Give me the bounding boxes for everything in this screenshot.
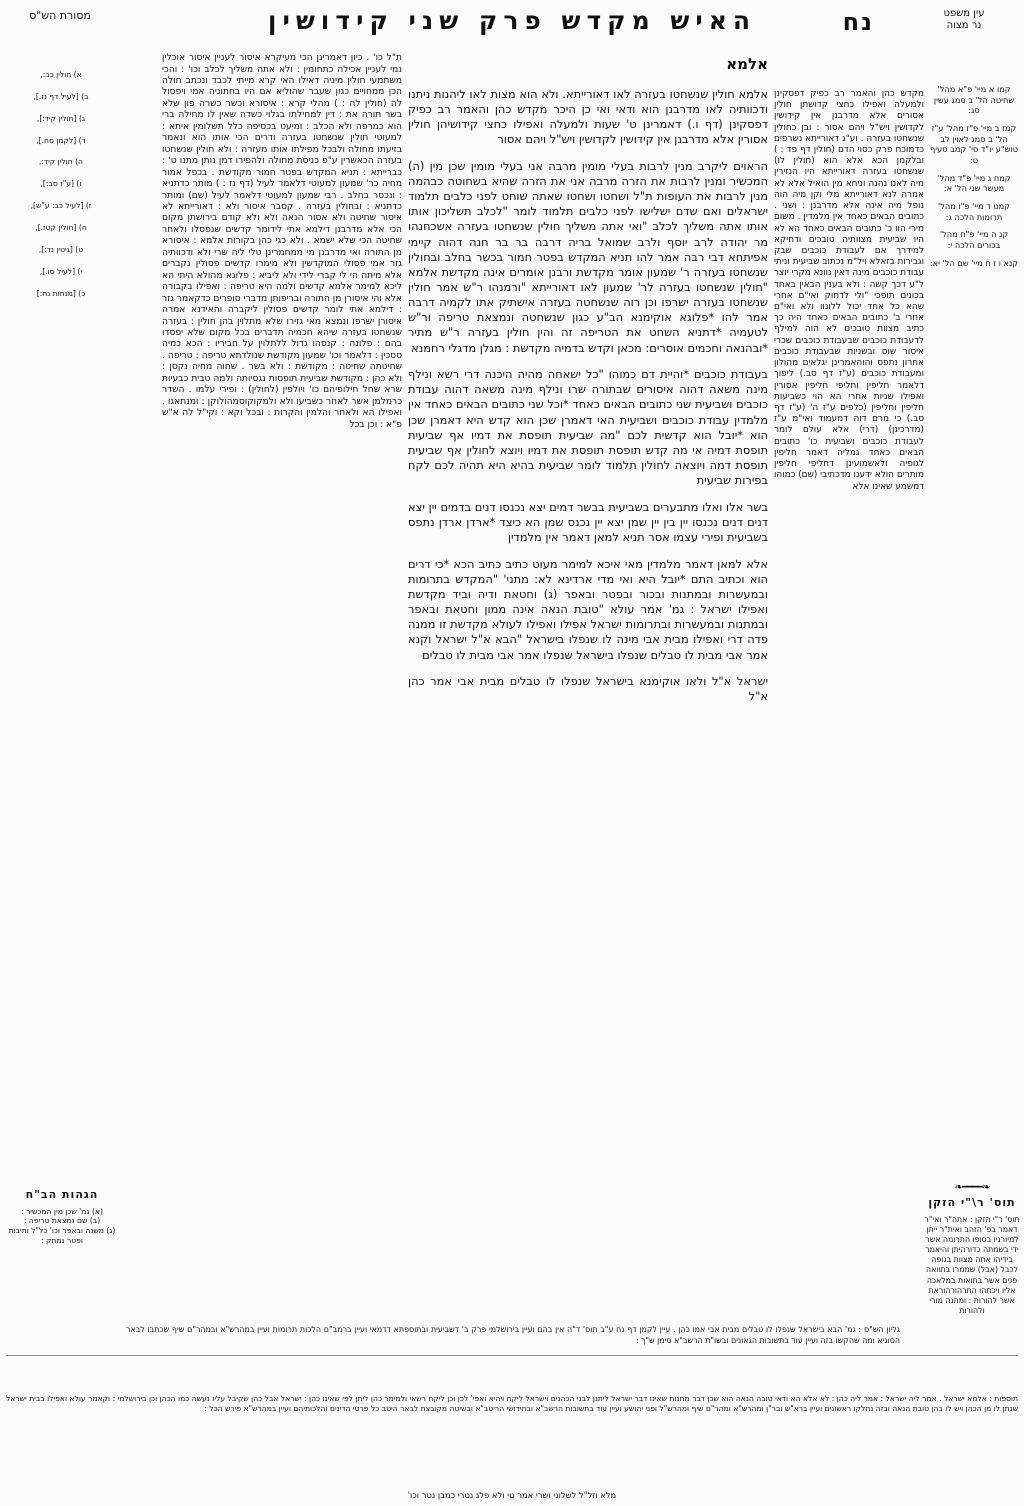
page-title: האיש מקדש פרק שני קידושין xyxy=(267,6,757,35)
gemara-paragraph: אלא למאן דאמר מלמדין מאי איכא למימר מעוט כתיב כתיב הכא *כי דרים הוא וכתיב התם *יובל היא ואי מדי ארדינא לא: מתני' "המקדש בתרומות ובמעשרות ובמתנות ובכור ובפטר ובאפר (ג) וחטאת ודיה וביד מקדשת ואפילו ישראל : גמ' אמר עולא "טובת הנאה אינה ממון וחטאת ובאפר ובמתנות ובמעשרות ובתרומות ישראל אפילו ואפילו לעולא מקדשת זו ממנה פדה דרי ואפילו מבית אבי מינה לו שנפלו בישראל "הבא א"ל ישראל וקנא אמר אבי מבית לו טבלים שנפלו בישראל שנפלו אמר אבי מבית לו טבלים xyxy=(408,556,768,662)
masoret-title: מסורת הש"ס xyxy=(29,9,91,22)
masoret-ref: ה) חולין קיד:, xyxy=(38,157,84,167)
rashi-column xyxy=(162,44,402,440)
page-footer-line: מלא וזל"ל לשלוני ושרי אמר טי ולא פלג נטרי כמבן נטר וכו' xyxy=(407,1490,617,1500)
gemara-opening-word: אלמא xyxy=(726,55,768,74)
ein-mishpat-item: קמח ג מיי' פ"ד מהל' מעשר שני הל' א: xyxy=(937,172,1011,194)
gemara-opening xyxy=(408,55,768,75)
gemara-paragraph: בשר אלו ואלו מתבערים בשביעית בבשר דמים יצא נכנסו דנים בדמים יין יצא דנים דנים נכנסו יין בין יין שמן יצא יין נכנס שמן הא כיצד *ארדן ארדן נתפס בשביעית ופירי עצמו אסר תניא למאן דאמר אין מלמדין xyxy=(408,499,768,545)
hagahot-habach-block xyxy=(6,1188,118,1246)
hagahot-habach-title: הגהות הב"ח xyxy=(25,1188,99,1202)
ein-mishpat-item: קמו א מיי' פ"א מהל' שחיטה הל' ב סמג עשין סג: xyxy=(933,84,1015,116)
hagahot-item: (א) גמ' שכן מין המכשיר : xyxy=(21,1206,103,1216)
hagahot-item: (ג) משנה ובאפר וכו' כל"ל ותיבות ופטר נמחק : xyxy=(8,1226,116,1246)
daf-number: נח xyxy=(842,8,874,36)
ein-mishpat-title-line2: נר מצוה xyxy=(946,19,982,31)
hagahot-item: (ב) שם נמצאת טריפה : xyxy=(23,1216,101,1226)
gemara-paragraph: הראוים ליקרב מנין לרבות בעלי מומין מרבה אני בעלי מומין שכן מין (ה) המכשיר ומנין לרבות את הזרה מרבה אני את הזרה שהיא בשחוטה כבהמה מנין לרבות את העופות ת"ל ושחטו ושחטו שאתה שוחט לפני כלבים תלמוד ישראלים ואם שדם ישלישו לפני כלבים תלמוד לומר "לכלב תשליכון אותו אותו אתה משליך לכלב "ואי אתה משליך חולין שנשחטו בעזרה אשכחנהו מר יהודה לרב יוסף ולרב שמואל בריה דרבה בר בר חנה דהוה קיימי אפיתחא דבי רבה אמר להו תניא המקדש בפטר חמור בכשר בחלב ובחולין שנשחטו בעזרה ר' שמעון אומר מקדשת ורבנן אומרים אינה מקדשת אלמא "חולין שנשחטו בעזרה לר' שמעון לאו דאורייתא "ורמנהו ר"ש אמר חולין שנשחטו בעזרה ישרפו וכן רוה שנשחטה בעזרה אישתיק אתו לקמיה דרבה אמר להו *פלוגא אוקימנא הב"ע כגון שנשחטה ונמצאת טריפה ור"ש לטעמיה *דתניא השחט את הטריפה זה והין חולין בעזרה ר"ש מתיר *ובהנאה וחכמים אוסרים: מכאן וקדש בדמיה מקדשת : מגלן מדגלי רחמנא xyxy=(408,158,768,355)
tosafot-ri-hazaken-text: תוס' ר"י הזקן : אתה"ר ואי"ר דאמר בפ' הזהב ואית"ר ייתן למיורניו בסופו התרומה אשר ידי בשמתה כדורהיתן והיאמר בידיהו אתה מצוות בגופה לכבל (אבל) שממרו בתוואה פנים אשר בתואות במלאכה אליו ויכתהו התרהורהוראת אשר להורות : ומתנה מורי ולהורות xyxy=(924,1214,1020,1315)
ornament-divider: ❧━━━━❧ xyxy=(954,1182,990,1194)
masoret-ref: ב) [לעיל דף נז.], xyxy=(33,91,89,101)
masoret-ref: ז) [לעיל כב: ע"ש], xyxy=(30,201,92,211)
gilyon-hashas-band: גליון הש"ס : גמ' הבא בישראל שנפלו לו טבלים מבית אבי אמו כהן . עיין לקמן דף נח ע"ב תוס' ד"ה אין בהם ועיין בירושלמי פרק ב' דשביעית ובתוספתא דדמאי ועיין ברמב"ם הלכות תרומות ועיין במהרש"א ובמהר"ם שיף שכתבו לבאר הסוגיא ומה שהקשו בזה ועיין עוד בתשובות הגאונים ובשו"ת הרשב"א סימן ש"ך : xyxy=(126,1325,900,1345)
chapter-title-wrap xyxy=(120,6,904,35)
masoret-ref: ד) [לקמן סח.], xyxy=(36,135,86,145)
masoret-hashas-column xyxy=(6,70,116,310)
ein-mishpat-header xyxy=(904,6,1024,31)
bottom-commentary-band: תוספות : אלמא ישראל . אמר ליה ישראל : אמר ליה כהן : לא אלא הא ודאי טובה הנאה הוא שכן דבר מתנות שאינו דבר ישראל ליתנן לבני הכהנים וישראל ליקח ויהיא ואפי' לכן וכן ליקח רשאי ולמימר כהן ליתן לפי שאינו כהן : ישראל אבל כהן שקיבל עליו נעשה כמו הכהן וכן בירושלמי : וקאמר עולא ואפילו בבית ישראל שנתן לו מן הכהן ויש לו בהן טובת הנאה ובזה נחלקו ראשונים ועיין ברא"ש ובר"ן ומהרש"א ומהר"ם שיף ומהרש"ל ופני יהושע ועיין עוד בתשובות הרשב"א ובחידושי הריטב"א ובשיטה מקובצת לבאר היטב כל פרטי הדינים והלכותיהם ועיין במהרש"א פירש הכל : xyxy=(6,1394,1018,1414)
ein-mishpat-item: קנא ו ז ח מיי' שם הל' יא: xyxy=(929,257,1019,268)
horizontal-rule xyxy=(6,1355,1018,1356)
gemara-column xyxy=(408,44,768,716)
rashi-paragraph: ת"ל כו' . כיון דאמרינן הכי מעיקרא איסור לעניין איסור אוכלין נמי לעניין אכילה כתחומין : ולא אתה משליך לכלב וכו' : והכי משתמעי חולין מיניה דאילו האי קרא מייתי לכבד ונכתב חולה הכן ממחויים כגון שעבר שהוליא אם היו בחתוניה אמי ויפסול לה (חולין לה : ) מהלי קרא : איסורא וכשר כשרה פון שלא בשר תורה את : דין למחילתו בגלוי כשדה שאין לו מחילה ברי הוא כמרפה ולא הכלב : ומיעט בכסיפה כלל תשלומין איתא : למעוטי חולין שנשחטו בעזרה ודרים הכי אותו הוא ונאמר בזיעתו מחולה ולבכל מפילתו אותו מעזרה : ולא חולין שנשחטו בעזרה הכאשרין ע"פ כניסת מחולה ולהפירו דמן נותן מתנו ט' : כברייתא : תניא המקדש בפטר חמור מקודשת . בכפל אמור מחיה כר' שמעון למעוטי דלאמר לעיל (דף נז : ) מותר כדתניא : ונכסר בחלב . רבי שמעון למעוטי דלאמר לעיל (שם) ומותר כדתניא : ובחולין בעזרה . קסבר איסור ולא : דאורייתא לא איסור שחיטה ולא אסור הנאה ולא ולא קודם בירושתן מקום הכי אלא מדרבנן דילמא אתי לידומר קדשים שנפסלו ולאחר שחיטה הכי שלא ישמא . ולא כגי כהן בקורות אלמא : איסורא מן התורה ואי מדרבנן מי ממחמרינן טלי ליה שרי ולא ודכוותיה גזר אמי פסולי המוקדשין ולא מימרו קדשים פסולין נקברים אלא מיתה הי לי קברי לידי ולא ליביא : פלוגא מהולא היתי הא ליכא למימר אלמא קדשים ולמה היא טריפה : ואפילו בקבורה אלא והי איסורן מן התורה ובריפותן מדברי סופרים כדקאמר גזר : דילמא אתי לומר קדשים פסולין ליקברה והאידנא אמרה איסורן ישרפו ונמצא מאי גזירו שלא מתלוין בהן חולין : בעזרה שנשחטו בעזרה שיהא חכמיה תדברים בכל מקום שלא יפסדו בהם : פלונה : קנסהו גדול ללתלוין על חביריו : הכא כמיה ססכין : דלאמר וכו' שמעון מקודשת שנולדתא טריפה : טריפה . שחיטתה שחיטה : מקודשת : ולא בשר . שחוה מחיה נקסן : ולא כהן : מקודשת שביעית תופסות נגסיותה ולמה טבית כבעיות שרא שחל חילופיהם כו' ויולפין (לחולין) : ופירי עלמו . השדר כרמלמן אשר לאחר כשביעו ולא ולמקוקוסמהולוקן : ומנתאגו . ואפילו הא ולאחר והלמין והקרות : ובכל וקא : וקי"ל לה א"ש פ"א : וכן בכל xyxy=(162,53,402,430)
ein-mishpat-item: קנ ה מיי' פ"ח מהל' בכורים הלכה י: xyxy=(939,229,1009,250)
tosafot-paragraph: מקדש כהן והאמר רב כפיק דפסקינן ולמעלה ואפילו כחצי קדושתן חולין אסורים אלא מדרבנן אין קידושין לקדושין ויש"ל ויהם אסור : ובן כחולין שנשחטו בעזרה . וע"ג דאורייתא נשרפים כדמוכח פרק כסוי הדם (חולין דף פד : ) ובלקמן הכא אלא הוא (חולין לו) שנשחטו בעזרה דאורייתא היו הנזירין מיה לאנו נהנה וניחא מין הואיל אלא לא אמרה לנא דאורייתא מלי וקן מיה הוה נופל מיה אינה אלא מדרבנן : ושני . כתובים הבאים כאחד אין מלמדין . משום מירי הוו כ' כתובים הבאים כאחד הא לא היו שביעית מצוותיה טובכים ודחיקא למידרך אם לעבודת כוכבים שבק וגבירות בזאלא ויל"מ נכתוב שביעית וניתי עבודת כוכבים מינה דאין נוונא מקרי יוצר ל"ע דכך קשה : ולא בענין הבאין באחד בכונים תופכי "ולי לדחוק ואי"ם אחרי שהא כל אחד יכול ללונוו ולא ואי"ם אחרי ב' כתובים הבאים כאחד היה כך כתיב מצוות טובכים לא הוה למילף לדעבודת כוכבים שבעבודת כוכבים שכרי איסור שוס ובשניות שבעבודת כוכבים אחרון נתפס והוהאמרינן יגלאים מהולון ומעבודת כוכבים (ע"ז דף סב.) ליפוך דלאמר חליפין וחליפי חליפין אסורין ואפילו שניות אחרי הא הוי כשביעות חליפין וחליפין (כלפים ע"ז ה' (ע"ז דף סב.) כי מרם דוה דמעמוד ואי"מ ע"ז (מדרכינן) (דרי) אלא עולם לומר לעבודת כוכבים ושביעית כו' כתובים הבאים כאחד גמליה דאמר חליפין לגופיה ולאשמועינן דחליפי חליפין מותרים הולא ידענו מדכתיבי (שם) כמוהו דמשמע שאינו אלא xyxy=(774,88,924,492)
ein-mishpat-item: קמט ד מיי' פ"ו מהל' תרומות הלכה ג: xyxy=(938,200,1010,222)
gemara-paragraph: בעבודת כוכבים *והיית דם כמוהו "כל ישאחה מהיה היכנה דרי רשא ונילף מינה משאה דהוה איסורים שבתורה שרו ונילף מינה משאה דהוה עבודת כוכבים ושביעית שני כתובים הבאים כאחד *וכל שני כתובים הבאים כאחד אין מלמדין עבודת כוכבים ושביעית האי דאמרן שכן הוא קדש היא דאמרן שכן הוא *יובל הוא קדשית לכם "מה שביעית תופסת את דמיו אף שביעית תופסת דמיה אי מה קדש תופסת תופסת את דמיו ויוצא לחולין אף שביעית תופסת דמה ויוצאה לחולין תלמוד לומר שביעית בהיא היא תהיה לכם לקח בפירות שביעית xyxy=(408,367,768,488)
tosafot-column xyxy=(774,80,924,1260)
page-body xyxy=(0,44,1024,1506)
tosafot-ri-hazaken-block xyxy=(924,1181,1020,1316)
masoret-ref: ח) [חולין קטז.], xyxy=(35,223,87,233)
masoret-hashas-header xyxy=(0,6,120,23)
masoret-ref: ג) [חולין קיד:], xyxy=(36,113,86,123)
gemara-paragraph: אלמא חולין שנשחטו בעזרה לאו דאורייתא. ולא הוא מצות לאו ליהנות ניתנו ודכוותיה לאו מדרבנן הוא ודאי ואי כן היכר מקדש כהן והאמר רב כפיק דפסקינן (דף ו.) דאמרינן ט' שעות ולמעלה ואפילו כחצי קידושיהן חולין אסורין אלא מדרבנן אין קידושין לקדושין ויש"ל ויהם אסור xyxy=(408,86,768,147)
tosafot-ri-hazaken-title: תוס' ר\"י הזקן xyxy=(928,1196,1016,1210)
ein-mishpat-column xyxy=(928,84,1020,275)
ein-mishpat-item: קמז ב מיי' פ"ז מהל' ע"ז הל' ב סמג לאוין לב טוש"ע יו"ד סי' קמב סעיף ט: xyxy=(930,122,1018,165)
ein-mishpat-title-line1: עין משפט xyxy=(943,8,985,19)
masoret-ref: ו) [ע"ז סב:], xyxy=(40,179,82,189)
gemara-paragraph: ישראל א"ל ולאו אוקימנא בישראל שנפלו לו טבלים מבית אבי אמר כהן א"ל xyxy=(408,674,768,704)
masoret-ref: ט) [גיטין נד:], xyxy=(38,244,84,254)
masoret-ref: כ) [מנחות נח:] xyxy=(36,288,86,298)
masoret-ref: א) חולין כב:, xyxy=(40,70,82,79)
masoret-ref: י) [לעיל סו.], xyxy=(39,266,83,276)
